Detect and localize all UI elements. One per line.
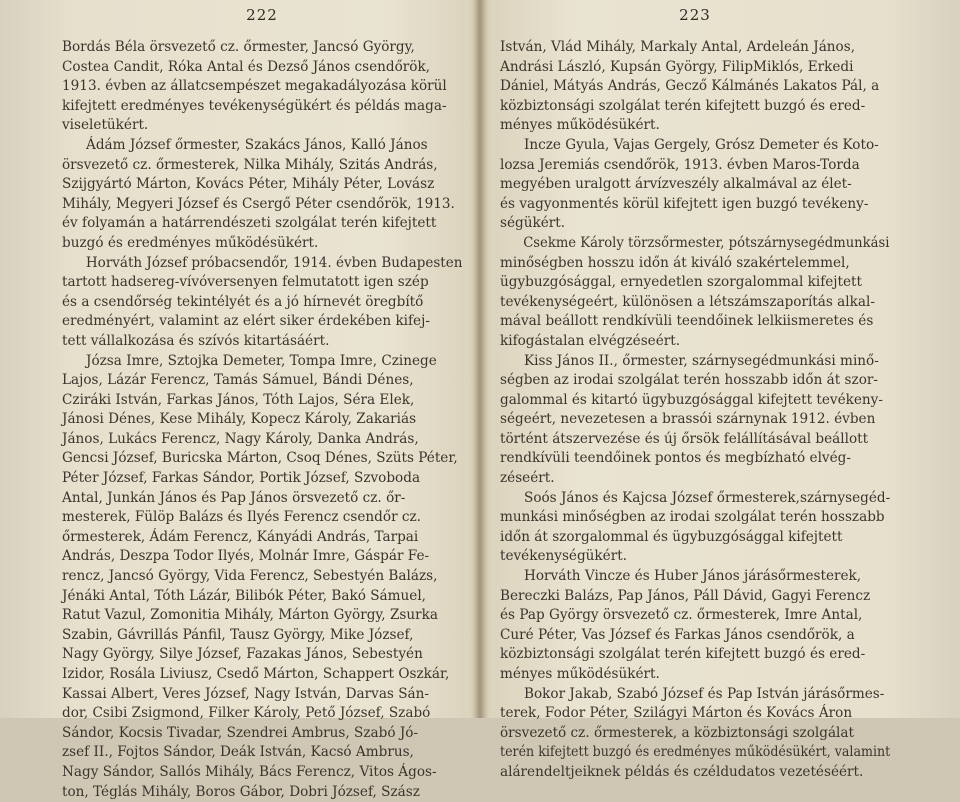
text-line: örsvezető cz. őrmesterek, Nilka Mihály, Szitás András,	[62, 156, 438, 173]
text-line: Józsa Imre, Sztojka Demeter, Tompa Imre, Czinege	[86, 352, 437, 369]
text-line: Ádám József őrmester, Szakács János, Kalló János	[86, 136, 428, 153]
text-line: őrmesterek, Ádám Ferencz, Kányádi András, Tarpai	[62, 528, 419, 545]
text-line: Szijgyártó Márton, Kovács Péter, Mihály Péter, Lovász	[62, 176, 435, 193]
text-line: mával beállott rendkívüli teendőinek lelkiismeretes és	[500, 313, 874, 330]
text-line: kifogástalan elvégzéseért.	[500, 332, 681, 349]
text-line: tevékenységükért.	[500, 548, 627, 565]
text-line: Izidor, Rosála Liviusz, Csedő Márton, Schappert Oszkár,	[62, 666, 450, 682]
text-line: Bordás Béla örsvezető cz. őrmester, Jancsó György,	[62, 39, 415, 55]
text-line: ményes működésükért.	[500, 117, 660, 134]
text-line: ségeért, nevezetesen a brassói szárnynak 1912. évben	[500, 411, 876, 428]
text-line: terén kifejtett buzgó és eredményes működésükért, valamint	[500, 744, 891, 761]
text-line: tevékenységeért, különösen a létszámszaporítás alkal-	[500, 293, 875, 310]
text-line: rencz, Jancsó György, Vida Ferencz, Sebestyén Balázs,	[62, 568, 438, 585]
text-line: Ratut Vazul, Zomonitia Mihály, Márton György, Zsurka	[62, 607, 438, 624]
text-line: Cziráki István, Farkas János, Tóth Lajos, Séra Elek,	[62, 391, 415, 408]
text-line: viseletükért.	[62, 117, 149, 134]
text-line: zsef II., Fojtos Sándor, Deák István, Kacsó Ambrus,	[62, 744, 414, 761]
text-line: Costea Candit, Róka Antal és Dezső János csendőrök,	[62, 58, 431, 75]
text-line: mesterek, Fülöp Balázs és Ilyés Ferencz csendőr cz.	[62, 509, 421, 526]
text-line: megyében uralgott árvízveszély alkalmával az élet-	[500, 176, 852, 193]
page-text	[62, 38, 462, 802]
text-line: Jánosi Dénes, Kese Mihály, Kopecz Károly, Zakariás	[62, 411, 417, 428]
text-line: tett vállalkozása és szívós kitartásáért.	[62, 332, 330, 349]
text-line: galommal és kitartó ügybuzgósággal kifejtett tevékeny-	[500, 391, 883, 408]
text-line: András, Deszpa Todor Ilyés, Molnár Imre, Gáspár Fe-	[62, 548, 430, 565]
text-line: buzgó és eredményes működésükért.	[62, 234, 319, 251]
text-line: ton, Téglás Mihály, Boros Gábor, Dobri József, Szász	[62, 783, 420, 800]
text-line: János, Lukács Ferencz, Nagy Károly, Danka András,	[62, 430, 419, 447]
text-line: ügybuzgósággal, ernyedetlen szorgalommal kifejtett	[500, 274, 862, 291]
text-line: és vagyonmentés körül kifejtett igen buzgó tevékeny-	[500, 195, 869, 212]
text-line: időn át szorgalommal és ügybuzgósággal kifejtett	[500, 528, 843, 545]
text-line: Horváth Vincze és Huber János járásőrmesterek,	[524, 568, 862, 585]
text-line: munkási minőségben az irodai szolgálat terén hosszabb	[500, 509, 885, 526]
text-line: és Pap György örsvezető cz. őrmesterek, Imre Antal,	[500, 607, 863, 624]
text-line: Soós János és Kajcsa József őrmesterek,szárnysegéd-	[524, 489, 891, 506]
text-line: István, Vlád Mihály, Markaly Antal, Ardeleán János,	[500, 39, 856, 55]
text-line: alárendeltjeiknek példás és czéldudatos vezetéséért.	[500, 763, 864, 780]
text-line: Gencsi József, Buricska Márton, Csoq Dénes, Szüts Péter,	[62, 450, 458, 467]
text-line: Nagy György, Silye József, Fazakas János, Sebestyén	[62, 646, 423, 663]
text-line: Kassai Albert, Veres József, Nagy István, Darvas Sán-	[62, 685, 429, 702]
text-line: 1913. évben az állatcsempészet megakadályozása körül	[62, 78, 447, 95]
text-line: Nagy Sándor, Sallós Mihály, Bács Ferencz, Vitos Ágos-	[62, 763, 437, 780]
text-line: Jénáki Antal, Tóth Lázár, Bilibók Péter, Bakó Sámuel,	[62, 587, 426, 604]
text-line: közbiztonsági szolgálat terén kifejtett buzgó és ered-	[500, 646, 866, 663]
text-line: ségben az irodai szolgálat terén hosszabb időn át szor-	[500, 372, 878, 389]
text-line: Csekme Károly törzsőrmester, pótszárnysegédmunkási	[523, 234, 890, 251]
text-line: Dániel, Mátyás András, Gecző Kálmánés Lakatos Pál, a	[500, 78, 880, 95]
right-page	[480, 0, 960, 780]
text-line: Kiss János II., őrmester, szárnysegédmunkási minő-	[524, 352, 879, 369]
text-line: és a csendőrség tekintélyét és a jó hírnevét öregbítő	[62, 293, 424, 310]
text-line: ségükért.	[500, 215, 566, 232]
text-line: ményes működésükért.	[500, 666, 660, 682]
text-line: Incze Gyula, Vajas Gergely, Grósz Demeter és Koto-	[524, 136, 879, 153]
text-line: Antal, Junkán János és Pap János örsvezető cz. őr-	[62, 489, 406, 506]
text-line: Péter József, Farkas Sándor, Portik József, Szvoboda	[62, 470, 421, 487]
text-line: Bokor Jakab, Szabó József és Pap István járásőrmes-	[524, 685, 885, 702]
text-line: Mihály, Megyeri József és Csergő Péter csendőrök, 1913.	[62, 195, 455, 212]
text-line: év folyamán a határrendészeti szolgálat terén kifejtett	[62, 215, 437, 232]
text-line: Andrási László, Kupsán György, FilipMiklós, Erkedi	[500, 58, 854, 75]
text-line: lozsa Jeremiás csendőrök, 1913. évben Maros-Torda	[500, 156, 860, 173]
text-line: terek, Fodor Péter, Szilágyi Márton és Kovács Áron	[500, 705, 853, 722]
text-line: Sándor, Kocsis Tivadar, Szendrei Ambrus, Szabó Jó-	[62, 724, 419, 741]
text-line: történt átszervezése és új őrsök felállításával beállott	[500, 430, 869, 447]
text-line: eredményért, valamint az elért siker érdekében kifej-	[62, 313, 430, 330]
left-page	[0, 0, 480, 800]
text-line: kifejtett eredményes tevékenységükért és példás maga-	[62, 97, 447, 114]
text-line: Horváth József próbacsendőr, 1914. évben Budapesten	[85, 254, 463, 271]
page-text	[500, 38, 890, 783]
text-line: rendkívüli teendőinek pontos és megbízható elvég-	[500, 450, 851, 467]
text-line: dor, Csibi Zsigmond, Filker Károly, Pető József, Szabó	[62, 705, 431, 722]
text-line: örsvezető cz. őrmesterek, a közbiztonsági szolgálat	[500, 724, 854, 741]
text-line: zéseért.	[500, 470, 555, 487]
text-line: Bereczki Balázs, Pap János, Páll Dávid, Gagyi Ferencz	[500, 587, 871, 604]
text-line: minőségben hosszu időn át kiváló szakértelemmel,	[500, 254, 850, 271]
page-number: 223	[679, 6, 711, 24]
text-line: Szabin, Gávrillás Pánfil, Tausz György, Mike József,	[62, 626, 414, 643]
page-number: 222	[246, 6, 278, 24]
text-line: közbiztonsági szolgálat terén kifejtett buzgó és ered-	[500, 97, 866, 114]
text-line: tartott hadsereg-vívóversenyen felmutatott igen szép	[62, 274, 429, 291]
text-line: Lajos, Lázár Ferencz, Tamás Sámuel, Bándi Dénes,	[62, 372, 414, 389]
text-line: Curé Péter, Vas József és Farkas János csendőrök, a	[500, 626, 855, 643]
